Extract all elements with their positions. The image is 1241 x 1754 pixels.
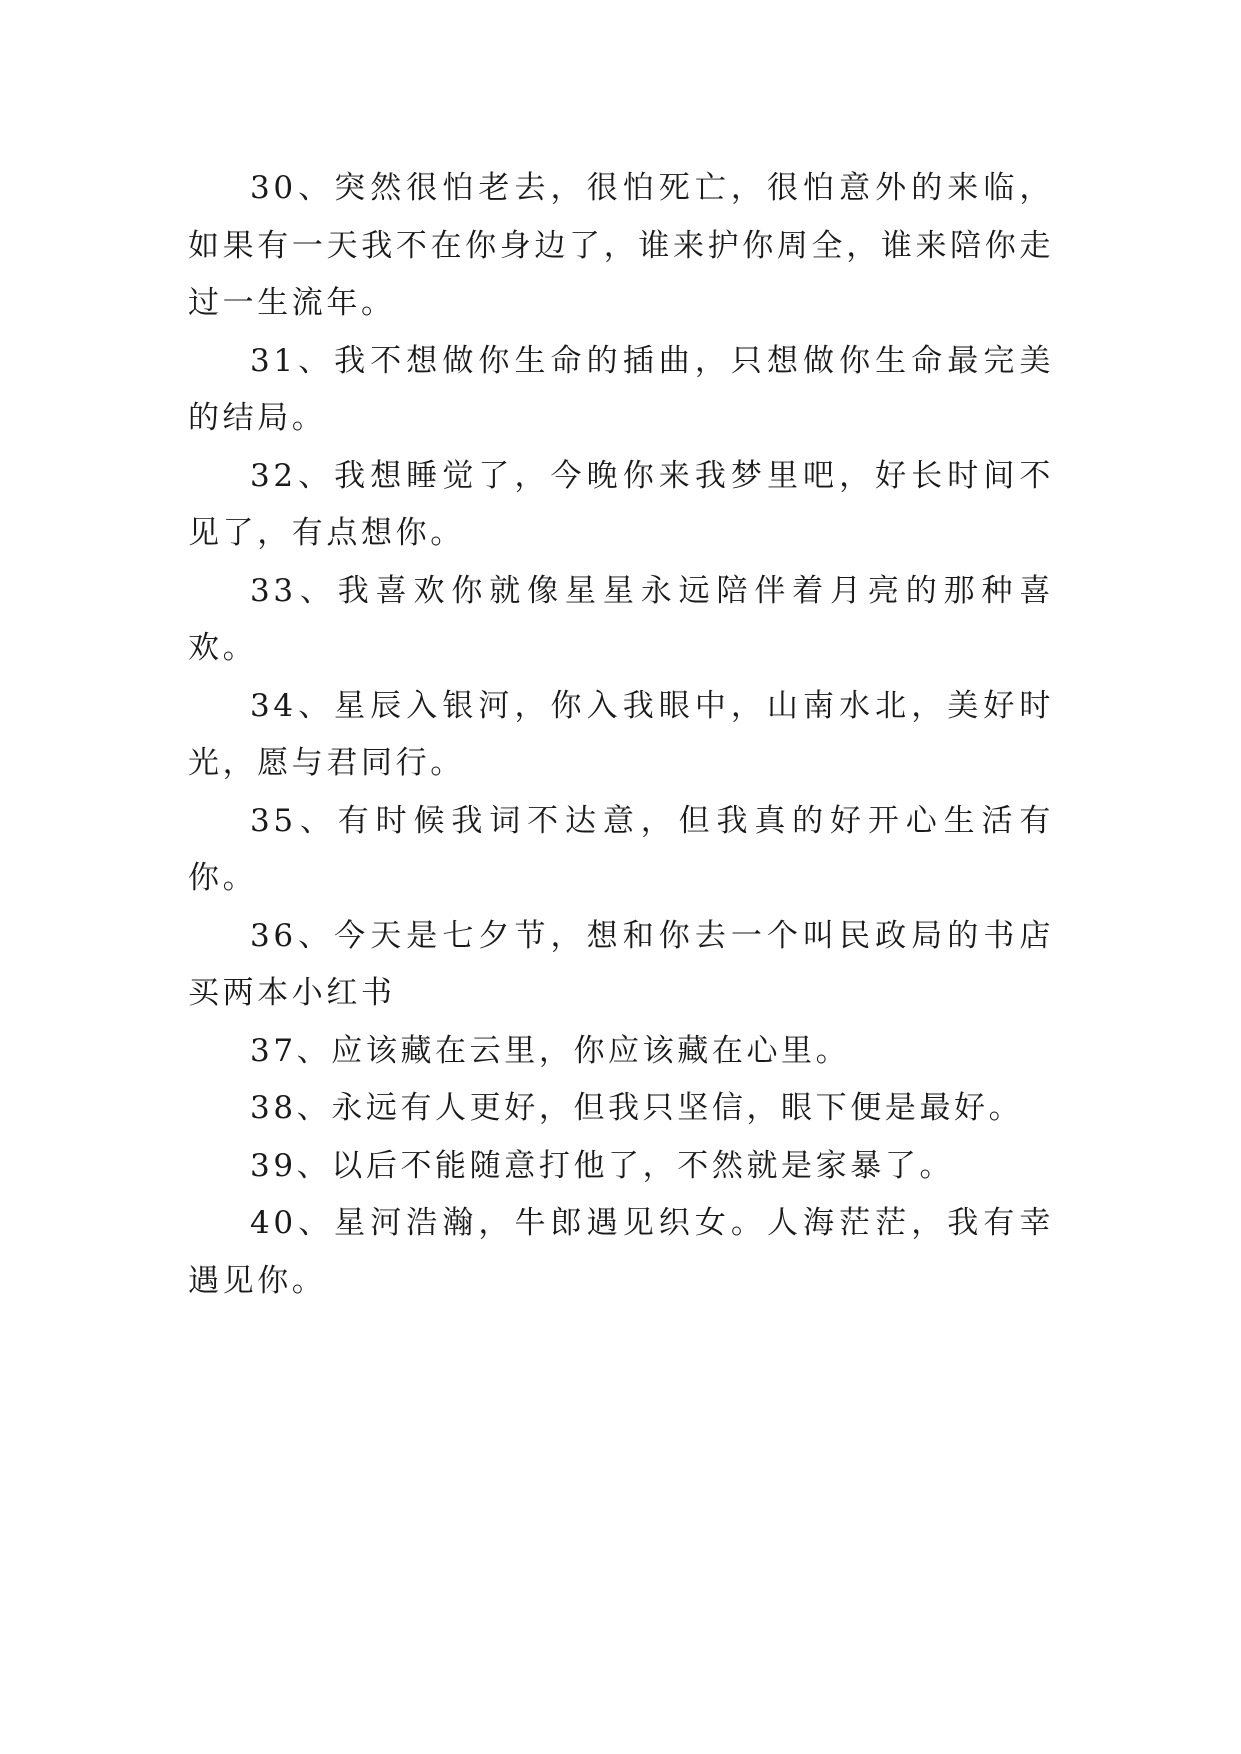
paragraph-32: 32、我想睡觉了，今晚你来我梦里吧，好长时间不见了，有点想你。: [188, 457, 1054, 551]
paragraph-40: 40、星河浩瀚，牛郎遇见织女。人海茫茫，我有幸遇见你。: [188, 1205, 1054, 1299]
paragraph-35: 35、有时候我词不达意，但我真的好开心生活有你。: [188, 802, 1054, 896]
paragraph-39: 39、以后不能随意打他了，不然就是家暴了。: [250, 1147, 955, 1184]
paragraph-37: 37、应该藏在云里，你应该藏在心里。: [250, 1032, 851, 1069]
paragraph-30: 30、突然很怕老去，很怕死亡，很怕意外的来临，如果有一天我不在你身边了，谁来护你周全，谁来陪你走过一生流年。: [188, 170, 1054, 321]
paragraph-36: 36、今天是七夕节，想和你去一个叫民政局的书店买两本小红书: [188, 917, 1054, 1011]
paragraph-33: 33、我喜欢你就像星星永远陪伴着月亮的那种喜欢。: [188, 572, 1054, 666]
paragraph-31: 31、我不想做你生命的插曲，只想做你生命最完美的结局。: [188, 342, 1054, 436]
paragraph-34: 34、星辰入银河，你入我眼中，山南水北，美好时光，愿与君同行。: [188, 687, 1054, 781]
paragraph-38: 38、永远有人更好，但我只坚信，眼下便是最好。: [250, 1090, 1024, 1126]
document-body: [188, 160, 1054, 1310]
